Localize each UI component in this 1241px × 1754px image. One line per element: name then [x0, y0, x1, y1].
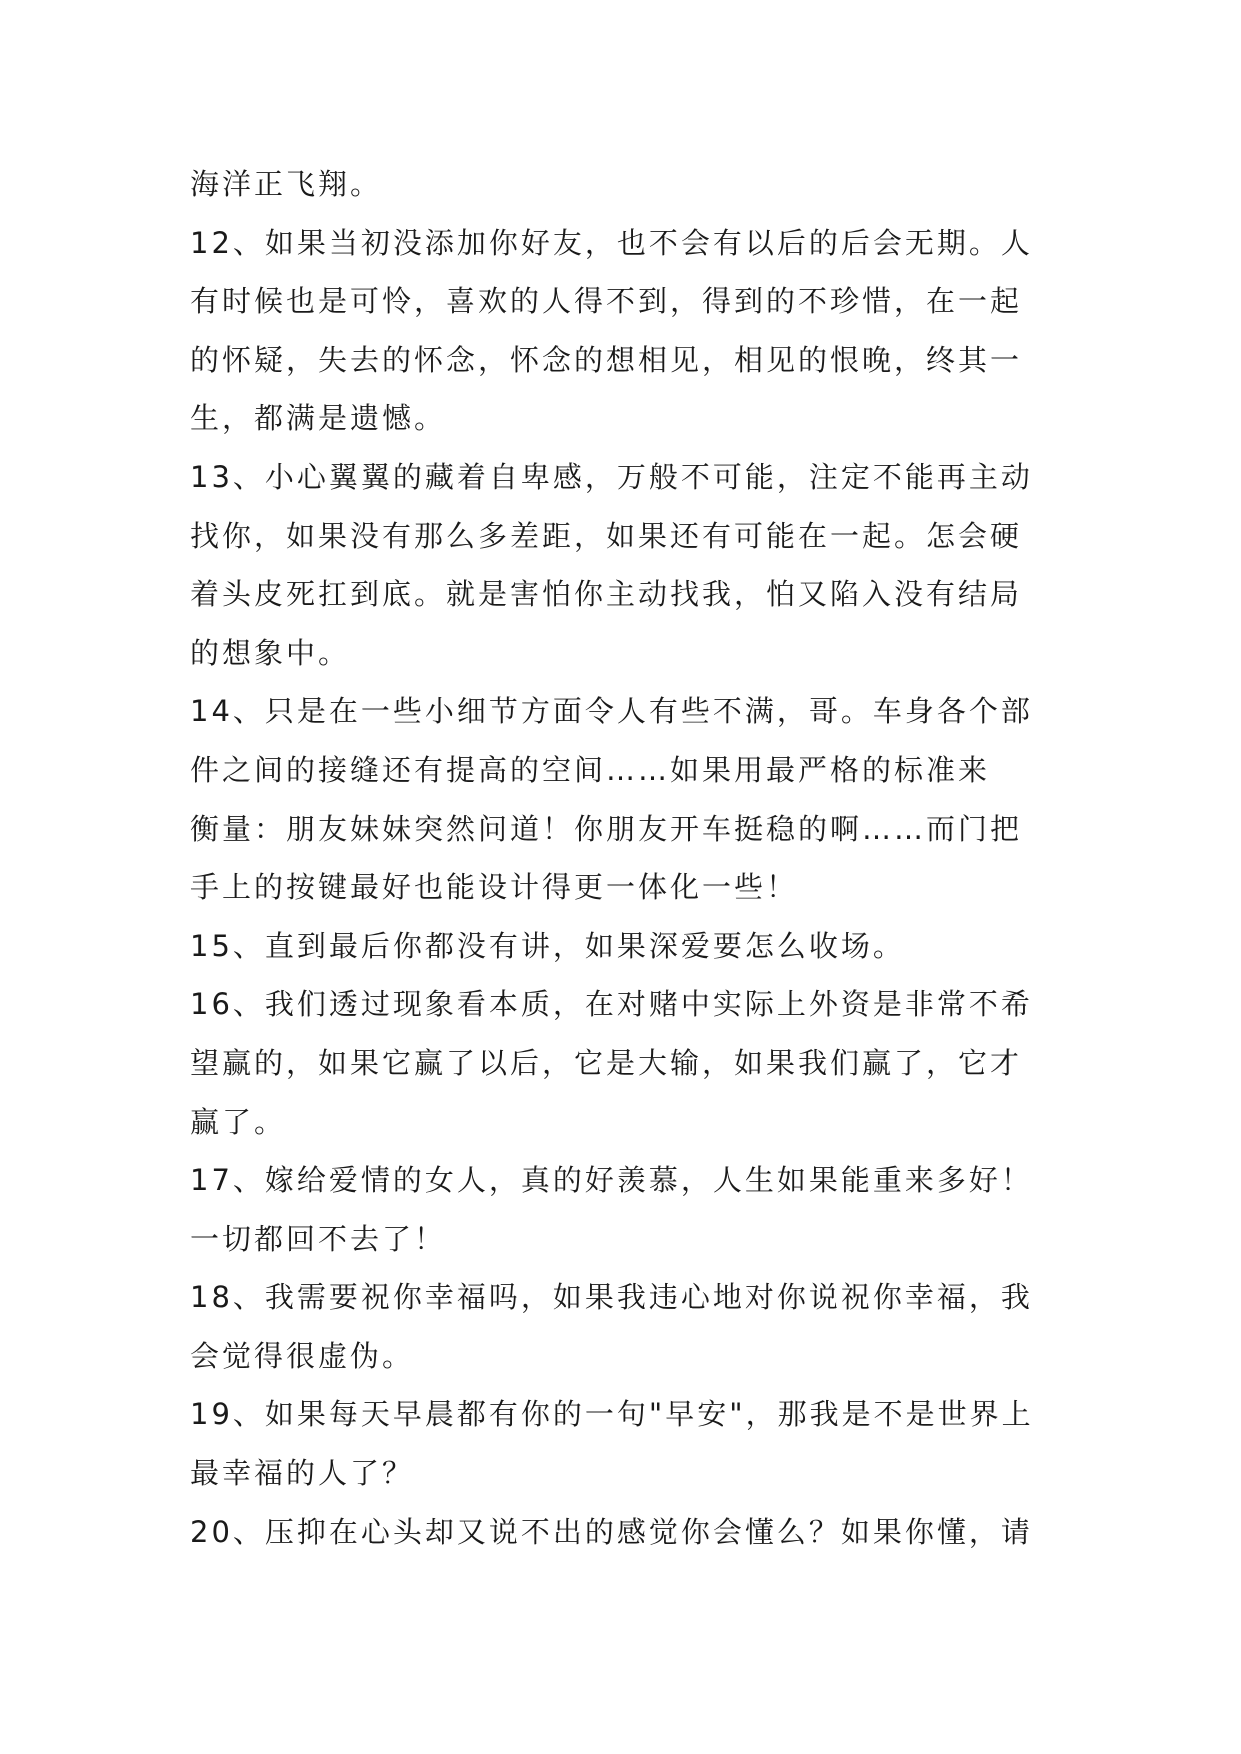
text-line: 赢了。 — [190, 1104, 287, 1139]
text-line: 有时候也是可怜，喜欢的人得不到，得到的不珍惜，在一起 — [190, 284, 1023, 319]
text-line: 17、嫁给爱情的女人，真的好羡慕，人生如果能重来多好！ — [190, 1163, 1033, 1198]
text-line: 手上的按键最好也能设计得更一体化一些！ — [190, 870, 799, 905]
text-line: 着头皮死扛到底。就是害怕你主动找我，怕又陷入没有结局 — [190, 577, 1023, 612]
text-line: 16、我们透过现象看本质，在对赌中实际上外资是非常不希 — [190, 987, 1033, 1022]
text-line: 20、压抑在心头却又说不出的感觉你会懂么？如果你懂，请 — [190, 1514, 1033, 1549]
text-line: 的怀疑，失去的怀念，怀念的想相见，相见的恨晚，终其一 — [190, 342, 1023, 377]
text-line: 一切都回不去了！ — [190, 1221, 447, 1256]
text-line: 会觉得很虚伪。 — [190, 1338, 415, 1373]
text-line: 18、我需要祝你幸福吗，如果我违心地对你说祝你幸福，我 — [190, 1280, 1033, 1315]
text-line: 13、小心翼翼的藏着自卑感，万般不可能，注定不能再主动 — [190, 459, 1033, 494]
document-body — [190, 155, 1060, 1561]
text-line: 14、只是在一些小细节方面令人有些不满，哥。车身各个部 — [190, 694, 1033, 729]
text-line: 19、如果每天早晨都有你的一句"早安"，那我是不是世界上 — [190, 1397, 1034, 1432]
text-line: 件之间的接缝还有提高的空间……如果用最严格的标准来 — [190, 752, 991, 787]
text-line: 找你，如果没有那么多差距，如果还有可能在一起。怎会硬 — [190, 518, 1023, 553]
text-line: 最幸福的人了？ — [190, 1456, 415, 1491]
document-page — [190, 0, 1060, 1754]
text-line: 海洋正飞翔。 — [190, 167, 383, 201]
text-line: 望赢的，如果它赢了以后，它是大输，如果我们赢了，它才 — [190, 1045, 1023, 1080]
text-line: 12、如果当初没添加你好友，也不会有以后的后会无期。人 — [190, 225, 1033, 260]
text-line: 15、直到最后你都没有讲，如果深爱要怎么收场。 — [190, 928, 905, 963]
text-line: 衡量：朋友妹妹突然问道！你朋友开车挺稳的啊……而门把 — [190, 811, 1023, 846]
text-line: 生，都满是遗憾。 — [190, 401, 447, 436]
text-line: 的想象中。 — [190, 635, 351, 670]
